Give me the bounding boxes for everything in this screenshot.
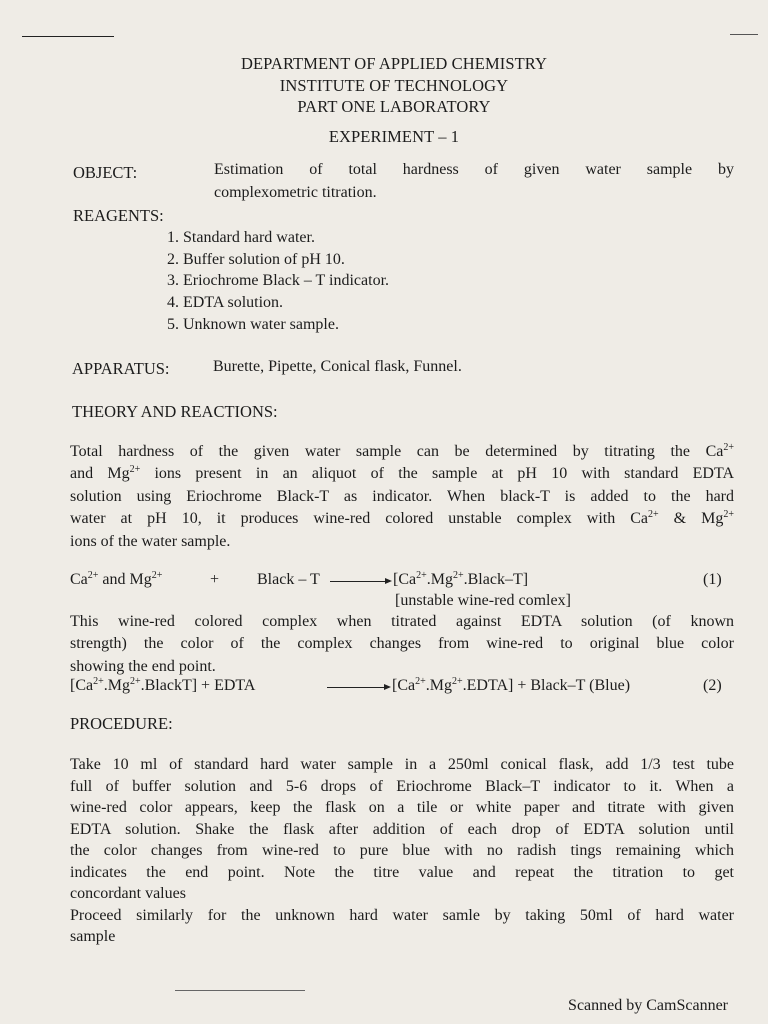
procedure-paragraph: Take 10 ml of standard hard water sample in a 250ml conical flask, add 1/3 test tube full of buffer solution and 5-6 drops of Eriochrome Black–T indicator to it. When a wine-red color appears, keep the flask on a tile or white paper and titrate with given EDTA solution. Shake the flask after addition of each drop of EDTA solution until the color changes from wine-red to pure blue with no radish tings remaining which indicates the end point. Note the titre value and repeat the titration to get concordant values Proceed similarly for the unknown hard water samle by taking 50ml of hard water sample	[70, 756, 734, 945]
reaction1-product: $[Ca^{2+}.Mg^{2+}.Black-T]$	[393, 570, 529, 588]
reagent-item: 1. Standard hard water.	[167, 229, 315, 246]
reaction2-arrow	[327, 687, 389, 688]
reaction2-number: (2)	[703, 677, 722, 694]
reaction1-plus: +	[210, 571, 220, 588]
reagent-item: 5. Unknown water sample.	[167, 316, 339, 333]
reagent-item: 4. EDTA solution.	[167, 294, 284, 311]
reagent-item: 3. Eriochrome Black – T indicator.	[167, 272, 390, 289]
scanner-watermark: Scanned by CamScanner	[568, 997, 728, 1014]
theory-paragraph: Total hardness of the given water sample can be determined by titrating the $Ca^{2+}$ and $Mg^{2+}$ ions present in an aliquot of the sample at pH 10 with standard EDTA solution using Eriochrome Black-T as indicator. When black-T is added to the hard water at pH 10, it produces wine-red colored unstable complex with $Ca^{2+}$ & $Mg^{2+}$ ions of the water sample.	[70, 442, 735, 550]
institute-title: INSTITUTE OF TECHNOLOGY	[279, 76, 509, 95]
scan-rule-top-left	[22, 36, 114, 37]
apparatus-label: APPARATUS:	[72, 359, 170, 378]
reaction1-number: (1)	[703, 571, 722, 588]
procedure-label: PROCEDURE:	[70, 714, 173, 733]
scan-rule-bottom	[175, 990, 305, 991]
reaction1-note: [unstable wine-red comlex]	[395, 592, 571, 609]
reaction2-products: $[Ca^{2+}.Mg^{2+}.EDTA]$ + Black–T (Blue)	[392, 676, 631, 694]
reagent-item: 2. Buffer solution of pH 10.	[167, 251, 345, 268]
reaction1-reactants: $Ca^{2+}$ and $Mg^{2+}$	[70, 570, 163, 588]
laboratory-title: PART ONE LABORATORY	[297, 97, 491, 116]
reaction1-arrow	[330, 581, 390, 582]
scan-rule-top-right	[730, 34, 758, 35]
object-label: OBJECT:	[73, 163, 138, 182]
reaction2-reactants: $[Ca^{2+}.Mg^{2+}.BlackT]$ + EDTA	[70, 676, 256, 694]
object-text-line2: complexometric titration.	[214, 184, 377, 201]
reagents-label: REAGENTS:	[73, 206, 164, 225]
experiment-title: EXPERIMENT – 1	[328, 127, 460, 146]
department-title: DEPARTMENT OF APPLIED CHEMISTRY	[240, 54, 548, 73]
object-text-line1: Estimation of total hardness of given water sample by	[214, 161, 734, 178]
apparatus-text: Burette, Pipette, Conical flask, Funnel.	[213, 358, 462, 375]
endpoint-paragraph: This wine-red colored complex when titrated against EDTA solution (of known strength) the color of the complex changes from wine-red to original blue color showing the end point.	[70, 613, 734, 675]
reaction1-black-t: Black – T	[257, 571, 320, 588]
theory-label: THEORY AND REACTIONS:	[72, 402, 278, 421]
